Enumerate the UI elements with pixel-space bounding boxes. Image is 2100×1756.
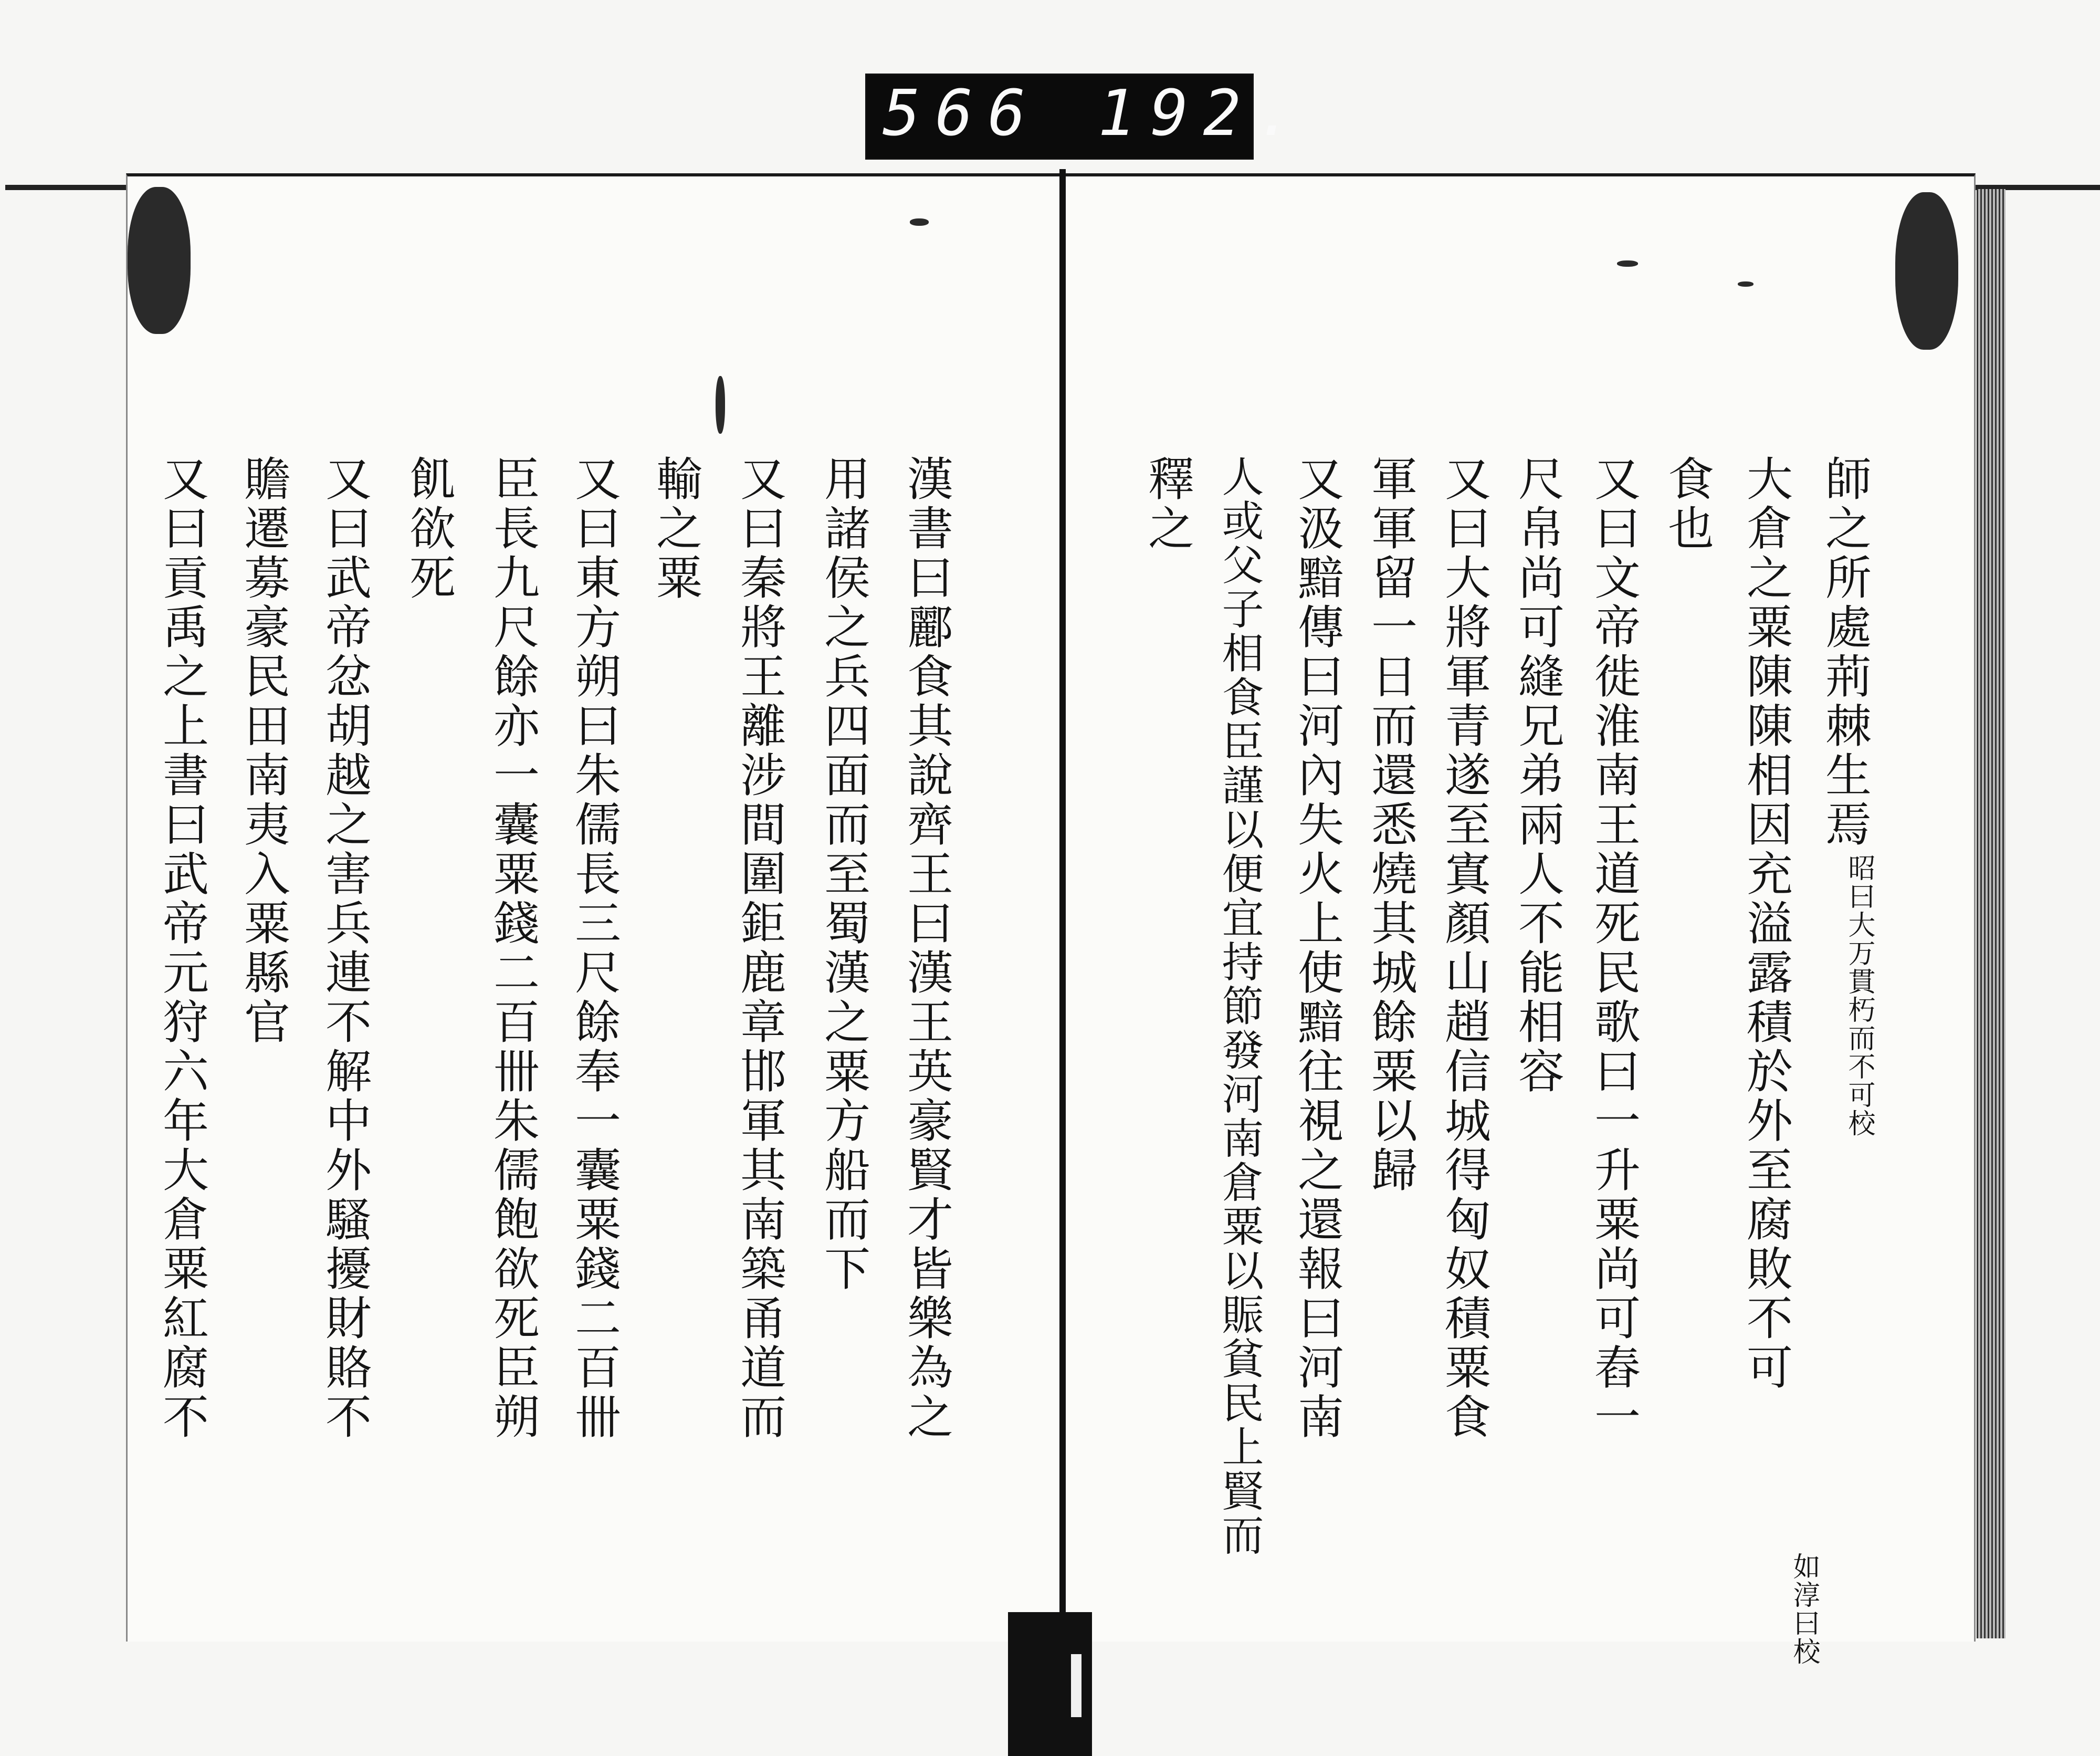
text-column: 又汲黯傳曰河內失火上使黯往視之還報曰河南 <box>1290 455 1345 1442</box>
label-number-right: 192. <box>1098 77 1308 150</box>
label-number-left: 566 <box>883 77 1041 150</box>
book-page-edges <box>1977 189 2006 1638</box>
text-column: 用諸侯之兵四面而至蜀漢之粟方船而下 <box>817 455 871 1294</box>
bottom-clip-mark <box>1071 1654 1082 1717</box>
text-column: 大倉之粟陳陳相因充溢露積於外至腐敗不可 <box>1739 455 1793 1393</box>
damage-stain <box>716 376 725 434</box>
text-column: 贍遷募豪民田南夷入粟縣官 <box>237 455 291 1047</box>
text-column: 臣長九尺餘亦一囊粟錢二百卌朱儒飽欲死臣朔 <box>486 455 540 1442</box>
text-column: 又曰貢禹之上書曰武帝元狩六年大倉粟紅腐不 <box>155 455 209 1442</box>
text-column: 飢欲死 <box>402 455 456 603</box>
text-column: 釋之 <box>1141 455 1195 553</box>
text-column: 食也 <box>1661 455 1715 553</box>
text-column: 軍軍留一日而還悉燒其城餘粟以歸 <box>1364 455 1418 1195</box>
text-column: 輸之粟 <box>649 455 703 603</box>
damage-stain <box>1617 260 1638 267</box>
text-column: 又曰大將軍青遂至寘顏山趙信城得匈奴積粟食 <box>1437 455 1492 1442</box>
archive-label <box>865 74 1308 160</box>
text-column: 又曰武帝忿胡越之害兵連不解中外騷擾財賂不 <box>318 455 372 1442</box>
right-page <box>1066 173 1976 1666</box>
damage-stain <box>128 187 191 334</box>
text-column: 又曰東方朔曰朱儒長三尺餘奉一囊粟錢二百卌 <box>568 455 622 1442</box>
text-column: 漢書曰酈食其說齊王曰漢王英豪賢才皆樂為之 <box>900 455 954 1442</box>
text-column: 又曰文帝徙淮南王道死民歌曰一升粟尚可舂一 <box>1587 455 1641 1442</box>
damage-stain <box>1895 192 1958 350</box>
text-column: 尺帛尚可縫兄弟兩人不能相容 <box>1511 455 1565 1096</box>
damage-stain <box>1738 281 1754 287</box>
open-book <box>126 173 2000 1666</box>
text-column: 人或父子相食臣謹以便宜持節發河南倉粟以賑貧民上賢而 <box>1215 455 1264 1558</box>
damage-stain <box>910 218 929 226</box>
annotation-text: 如淳曰校 <box>1788 1552 1820 1666</box>
annotation-text: 昭曰大万貫朽而不可校 <box>1843 854 1875 1137</box>
left-page <box>126 173 1062 1642</box>
text-column: 又曰秦將王離涉間圍鉅鹿章邯軍其南築甬道而 <box>733 455 787 1442</box>
book-gutter <box>1059 169 1066 1645</box>
text-column: 師之所處荊棘生焉 <box>1818 455 1872 850</box>
